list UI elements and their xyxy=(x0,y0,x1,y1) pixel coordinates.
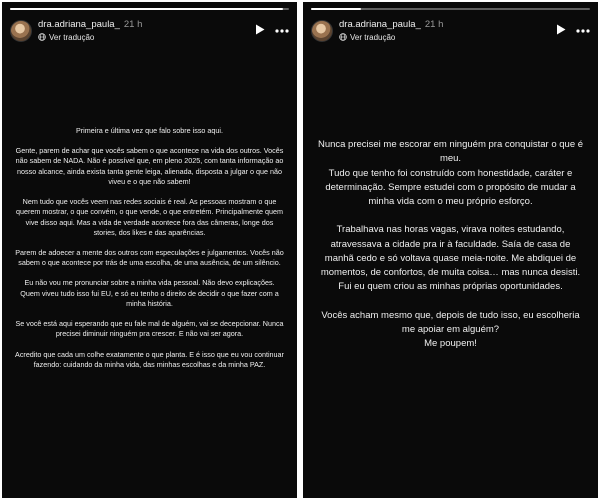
story-paragraph: Trabalhava nas horas vagas, virava noites estudando, atravessava a cidade pra ir à faculdade. Saía de casa de manhã cedo e só voltava quase meia-noite. Me abdiquei de momentos, de confortos, de muita coisa… mas nunca desisti. Fui eu quem criou as minhas próprias oportunidades. xyxy=(320,224,581,293)
story-time: 21 h xyxy=(424,19,444,30)
avatar[interactable] xyxy=(10,20,32,42)
story-paragraph: Parem de adoecer a mente dos outros com especulações e julgamentos. Vocês não sabem o que acontece por trás de uma escolha, de uma ausência, de um silêncio. xyxy=(15,247,284,268)
username-row xyxy=(38,19,142,30)
username[interactable]: dra.adriana_paula_ xyxy=(339,19,421,30)
story-paragraph: Nunca precisei me escorar em ninguém pra conquistar o que é meu. Tudo que tenho foi construído com honestidade, caráter e determinação. Sempre estudei com o propósito de mudar a minha vida com o meu próprio esforço. xyxy=(317,139,584,207)
story-header xyxy=(10,16,289,46)
story-paragraph: Gente, parem de achar que vocês sabem o que acontece na vida dos outros. Vocês não sabem de NADA. Não é possível que, em pleno 2025, com tanta informação ao nosso alcance, ainda exista tanta gente leiga, alienada, disposta a julgar o que não viveu e o que não sabem! xyxy=(15,146,284,186)
play-icon[interactable] xyxy=(556,24,566,35)
story-text xyxy=(317,138,584,365)
story-time: 21 h xyxy=(123,19,143,30)
story-header xyxy=(311,16,590,46)
see-translation-label: Ver tradução xyxy=(49,33,95,42)
story-text xyxy=(14,126,285,380)
play-icon[interactable] xyxy=(255,24,265,35)
see-translation-label: Ver tradução xyxy=(350,33,396,42)
globe-icon xyxy=(38,33,46,41)
story-progress-bar xyxy=(311,8,590,10)
story-progress-fill xyxy=(311,8,361,10)
story-panel-left[interactable] xyxy=(2,2,297,498)
see-translation-link[interactable] xyxy=(38,33,94,42)
globe-icon xyxy=(339,33,347,41)
see-translation-link[interactable] xyxy=(339,33,395,42)
story-progress-fill xyxy=(10,8,283,10)
avatar[interactable] xyxy=(311,20,333,42)
username-row xyxy=(339,19,443,30)
story-paragraph: Se você está aqui esperando que eu fale mal de alguém, vai se decepcionar. Nunca precisei diminuir ninguém pra crescer. E não vai ser agora. xyxy=(15,319,284,339)
username[interactable]: dra.adriana_paula_ xyxy=(38,19,120,30)
story-progress-bar xyxy=(10,8,289,10)
more-options-icon[interactable] xyxy=(576,29,590,33)
story-panel-right[interactable] xyxy=(303,2,598,498)
story-paragraph: Eu não vou me pronunciar sobre a minha vida pessoal. Não devo explicações. Quem viveu tudo isso fui EU, e só eu tenho o direito de decidir o que fazer com a minha história. xyxy=(20,278,279,308)
more-options-icon[interactable] xyxy=(275,29,289,33)
story-paragraph: Vocês acham mesmo que, depois de tudo isso, eu escolheria me apoiar em alguém? Me poupem! xyxy=(321,309,580,349)
story-paragraph: Nem tudo que vocês veem nas redes sociais é real. As pessoas mostram o que querem mostrar, o que convém, o que vende, o que entretém. Principalmente quem vive disso aqui. Mas a vida de verdade acontece fora das câmeras, longe dos stories, dos likes e das aparências. xyxy=(16,197,283,237)
story-paragraph: Primeira e última vez que falo sobre isso aqui. xyxy=(75,126,223,135)
story-paragraph: Acredito que cada um colhe exatamente o que planta. E é isso que eu vou continuar fazendo: cuidando da minha vida, das minhas escolhas e da minha PAZ. xyxy=(15,349,284,369)
